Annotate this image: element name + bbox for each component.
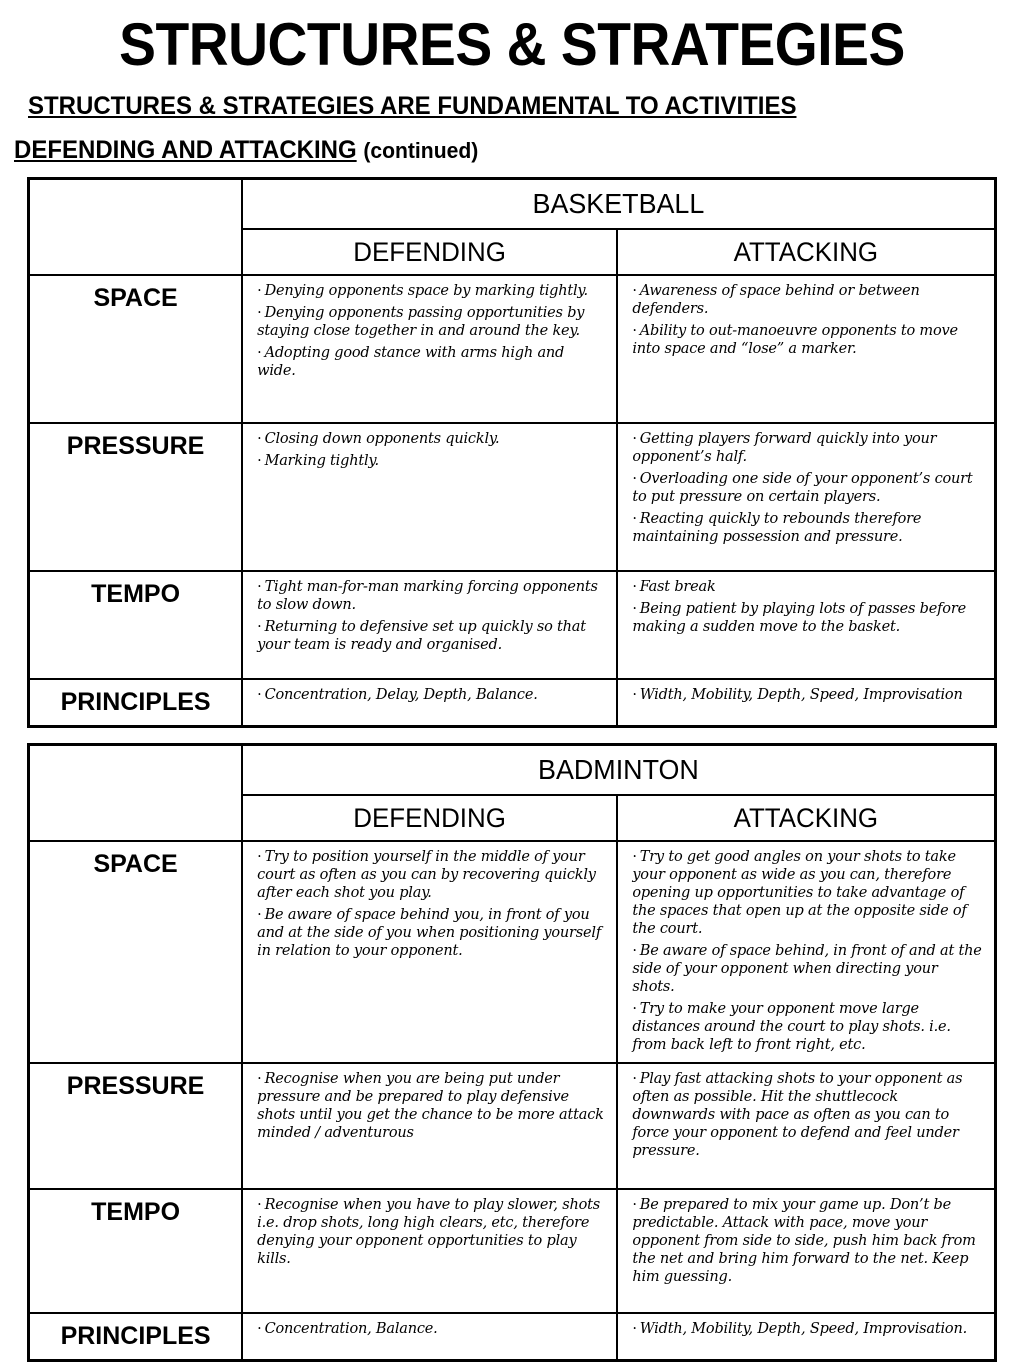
page-title: STRUCTURES & STRATEGIES (119, 11, 905, 78)
list-item: · Width, Mobility, Depth, Speed, Improvisation (632, 686, 984, 704)
list-item: · Try to make your opponent move large distances around the court to play shots. i.e. from back left to front right, etc. (632, 1000, 984, 1054)
list-item: · Width, Mobility, Depth, Speed, Improvisation. (632, 1320, 984, 1338)
list-item: · Be aware of space behind, in front of and at the side of your opponent when directing your shots. (632, 942, 984, 996)
list-item: · Getting players forward quickly into your opponent’s half. (632, 430, 984, 466)
defending-cell (242, 571, 617, 679)
list-item: · Try to position yourself in the middle of your court as often as you can by recovering quickly after each shot you play. (257, 848, 606, 902)
list-item: · Ability to out-manoeuvre opponents to move into space and “lose” a marker. (632, 322, 984, 358)
attacking-header: ATTACKING (625, 795, 988, 841)
corner-cell (29, 179, 243, 275)
attacking-header: ATTACKING (625, 229, 988, 275)
list-item: · Awareness of space behind or between defenders. (632, 282, 984, 318)
table-row (29, 423, 996, 571)
list-item: · Tight man-for-man marking forcing opponents to slow down. (257, 578, 606, 614)
corner-cell (29, 745, 243, 841)
attacking-cell (617, 679, 995, 727)
attacking-cell (617, 841, 995, 1063)
list-item: · Concentration, Delay, Depth, Balance. (257, 686, 606, 704)
section-heading (14, 134, 478, 167)
attacking-cell (617, 1063, 995, 1189)
table-row (29, 275, 996, 423)
defending-cell (242, 1063, 617, 1189)
list-item: · Closing down opponents quickly. (257, 430, 606, 448)
table-row (29, 679, 996, 727)
list-item: · Adopting good stance with arms high and wide. (257, 344, 606, 380)
row-label-pressure: PRESSURE (29, 423, 243, 571)
section-heading-note: (continued) (363, 138, 479, 163)
defending-cell (242, 423, 617, 571)
defending-cell (242, 1313, 617, 1361)
table-row (29, 1313, 996, 1361)
row-label-tempo: TEMPO (29, 571, 243, 679)
list-item: · Recognise when you are being put under pressure and be prepared to play defensive shots until you get the chance to be more attack minded / adventurous (257, 1070, 606, 1142)
list-item: · Marking tightly. (257, 452, 606, 470)
row-label-space: SPACE (29, 841, 243, 1063)
table-row (29, 1063, 996, 1189)
defending-header: DEFENDING (250, 229, 610, 275)
sport-name: BASKETBALL (257, 179, 980, 229)
attacking-cell (617, 423, 995, 571)
defending-cell (242, 679, 617, 727)
list-item: · Fast break (632, 578, 984, 596)
row-label-tempo: TEMPO (29, 1189, 243, 1313)
list-item: · Being patient by playing lots of passes before making a sudden move to the basket. (632, 600, 984, 636)
list-item: · Reacting quickly to rebounds therefore maintaining possession and pressure. (632, 510, 984, 546)
table-row (29, 1189, 996, 1313)
defending-cell (242, 1189, 617, 1313)
list-item: · Returning to defensive set up quickly so that your team is ready and organised. (257, 618, 606, 654)
list-item: · Denying opponents passing opportunities by staying close together in and around the key. (257, 304, 606, 340)
list-item: · Be prepared to mix your game up. Don’t be predictable. Attack with pace, move your opponent from side to side, push him back from the net and bring him forward to the net. Keep him guessing. (632, 1196, 984, 1286)
row-label-pressure: PRESSURE (29, 1063, 243, 1189)
row-label-principles: PRINCIPLES (29, 679, 243, 727)
list-item: · Recognise when you have to play slower, shots i.e. drop shots, long high clears, etc, therefore denying your opponent opportunities to play kills. (257, 1196, 606, 1268)
sport-name: BADMINTON (257, 745, 980, 795)
list-item: · Denying opponents space by marking tightly. (257, 282, 606, 300)
row-label-space: SPACE (29, 275, 243, 423)
badminton-table (27, 743, 997, 1362)
defending-header: DEFENDING (250, 795, 610, 841)
section-heading-text: DEFENDING AND ATTACKING (14, 136, 357, 164)
attacking-cell (617, 571, 995, 679)
list-item: · Try to get good angles on your shots to take your opponent as wide as you can, therefore opening up opportunities to take advantage of the spaces that open up at the opposite side of the court. (632, 848, 984, 938)
attacking-cell (617, 1313, 995, 1361)
attacking-cell (617, 275, 995, 423)
row-label-principles: PRINCIPLES (29, 1313, 243, 1361)
defending-cell (242, 841, 617, 1063)
table-row (29, 841, 996, 1063)
defending-cell (242, 275, 617, 423)
basketball-table (27, 177, 997, 728)
list-item: · Concentration, Balance. (257, 1320, 606, 1338)
attacking-cell (617, 1189, 995, 1313)
table-row (29, 571, 996, 679)
list-item: · Be aware of space behind you, in front of you and at the side of you when positioning yourself in relation to your opponent. (257, 906, 606, 960)
list-item: · Overloading one side of your opponent’s court to put pressure on certain players. (632, 470, 984, 506)
list-item: · Play fast attacking shots to your opponent as often as possible. Hit the shuttlecock downwards with pace as often as you can to force your opponent to defend and feel under pressure. (632, 1070, 984, 1160)
page-subtitle: STRUCTURES & STRATEGIES ARE FUNDAMENTAL TO ACTIVITIES (28, 92, 797, 120)
